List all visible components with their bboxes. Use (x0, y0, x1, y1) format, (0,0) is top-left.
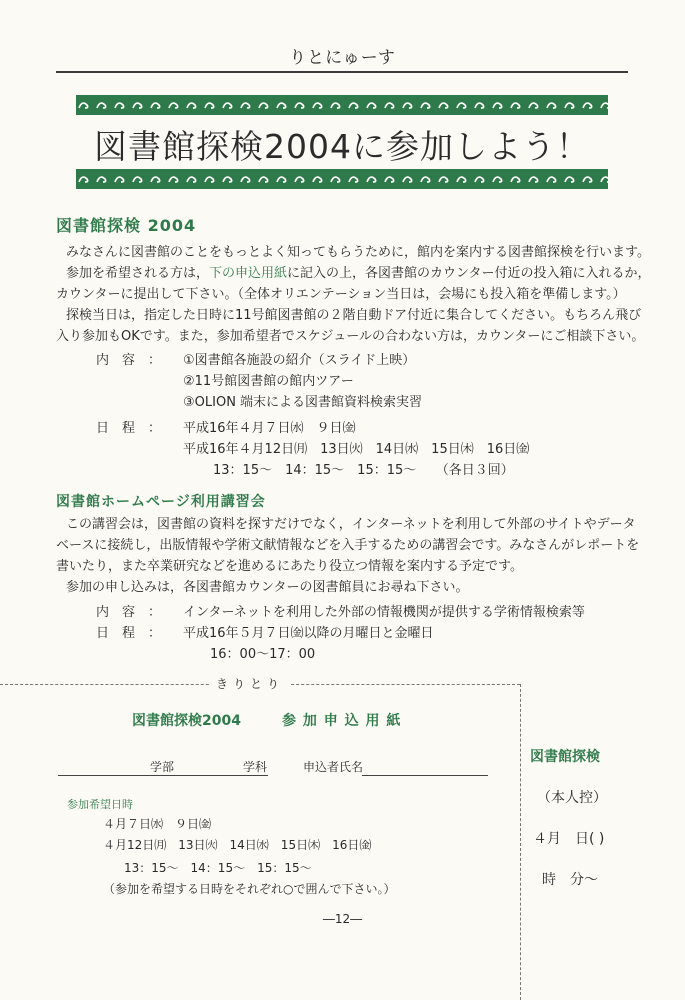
s1-line-2a: 参加を希望される方は， (66, 266, 210, 281)
s1-line-3: カウンターに提出して下さい。（全体オリエンテーション当日は，会場にも投入箱を準備します。） (56, 287, 626, 302)
s1-line-5: 入り参加もOKです。また，参加希望者でスケジュールの合わない方は，カウンターにご相談下さい。 (56, 329, 645, 344)
s2-line-1: この講習会は，図書館の資料を探すだけでなく，インターネットを利用して外部のサイトやデータ (66, 517, 636, 532)
s1-schedule-3: 13：15～ 14：15～ 15：15～ （各日３回） (213, 463, 514, 478)
s1-line-2b: に記入の上，各図書館のカウンター付近の投入箱に入れるか， (287, 266, 651, 281)
s2-contents: インターネットを利用した外部の情報機関が提供する学術情報検索等 (183, 605, 585, 620)
form-note: （参加を希望する日時をそれぞれ○で囲んで下さい。） (103, 882, 396, 896)
subject-label: 学科 (243, 760, 268, 774)
s1-contents-label: 内 容 ： (96, 353, 162, 368)
header-rule (56, 71, 628, 73)
section2-heading: 図書館ホームページ利用講習会 (56, 494, 266, 510)
s1-schedule-label: 日 程 ： (96, 421, 162, 436)
s1-schedule-1: 平成16年４月７日㈬ ９日㈮ (183, 421, 356, 436)
s1-contents-2: ②11号館図書館の館内ツアー (183, 374, 354, 389)
applicant-name-field[interactable] (362, 775, 488, 776)
s1-line-2-highlight: 下の申込用紙 (209, 266, 288, 281)
s1-contents-1: ①図書館各施設の紹介（スライド上映） (183, 353, 416, 368)
stub-date: ４月 日( ) (533, 831, 605, 847)
form-dates-3[interactable]: 13：15～ 14：15～ 15：15～ (124, 861, 312, 875)
stub-title: 図書館探検 (530, 749, 600, 765)
s2-line-4: 参加の申し込みは，各図書館カウンターの図書館員にお尋ね下さい。 (66, 580, 469, 595)
applicant-name-label: 申込者氏名 (303, 760, 364, 774)
form-dates-2[interactable]: ４月12日㈪ 13日㈫ 14日㈬ 15日㈭ 16日㈮ (103, 838, 372, 852)
s1-schedule-2: 平成16年４月12日㈪ 13日㈫ 14日㈬ 15日㈭ 16日㈮ (183, 442, 530, 457)
section1-heading: 図書館探検 2004 (56, 216, 197, 235)
decorative-band-bottom (76, 169, 608, 189)
s2-schedule-1: 平成16年５月７日㈮以降の月曜日と金曜日 (183, 626, 434, 641)
dept-label: 学部 (150, 760, 175, 774)
form-title-left: 図書館探検2004 (132, 713, 241, 729)
s1-contents-3: ③OLION 端末による図書館資料検索実習 (183, 395, 423, 410)
s1-line-1: みなさんに図書館のことをもっとよく知ってもらうために，館内を案内する図書館探検を行います。 (66, 245, 650, 260)
s2-line-3: 書いたり，また卒業研究などを進めるにあたり役立つ情報を案内する予定です。 (56, 559, 523, 574)
s2-contents-label: 内 容 ： (96, 605, 162, 620)
s2-line-2: ベースに接続し，出版情報や学術文献情報などを入手するための講習会です。みなさんがレポートを (56, 538, 640, 553)
s1-line-2 (66, 263, 651, 284)
s2-schedule-label: 日 程 ： (96, 626, 162, 641)
dates-heading: 参加希望日時 (67, 798, 133, 811)
stub-subtitle: （本人控） (537, 790, 607, 806)
form-dates-1[interactable]: ４月７日㈬ ９日㈮ (103, 817, 212, 831)
main-title: 図書館探検2004に参加しよう！ (94, 127, 590, 166)
newsletter-title: りとにゅーす (289, 48, 396, 68)
form-title-right: 参 加 申 込 用 紙 (282, 713, 402, 729)
stub-time: 時 分～ (542, 872, 598, 888)
dept-subject-field[interactable] (58, 775, 268, 776)
page-number: ―12― (322, 912, 363, 926)
cut-line-vertical (520, 684, 521, 1000)
s1-line-4: 探検当日は，指定した日時に11号館図書館の２階自動ドア付近に集合してください。もちろん飛び (66, 308, 642, 323)
decorative-band-top (76, 95, 608, 115)
s2-schedule-2: 16：00～17：00 (210, 647, 316, 662)
cut-label: きりとり (210, 675, 290, 692)
